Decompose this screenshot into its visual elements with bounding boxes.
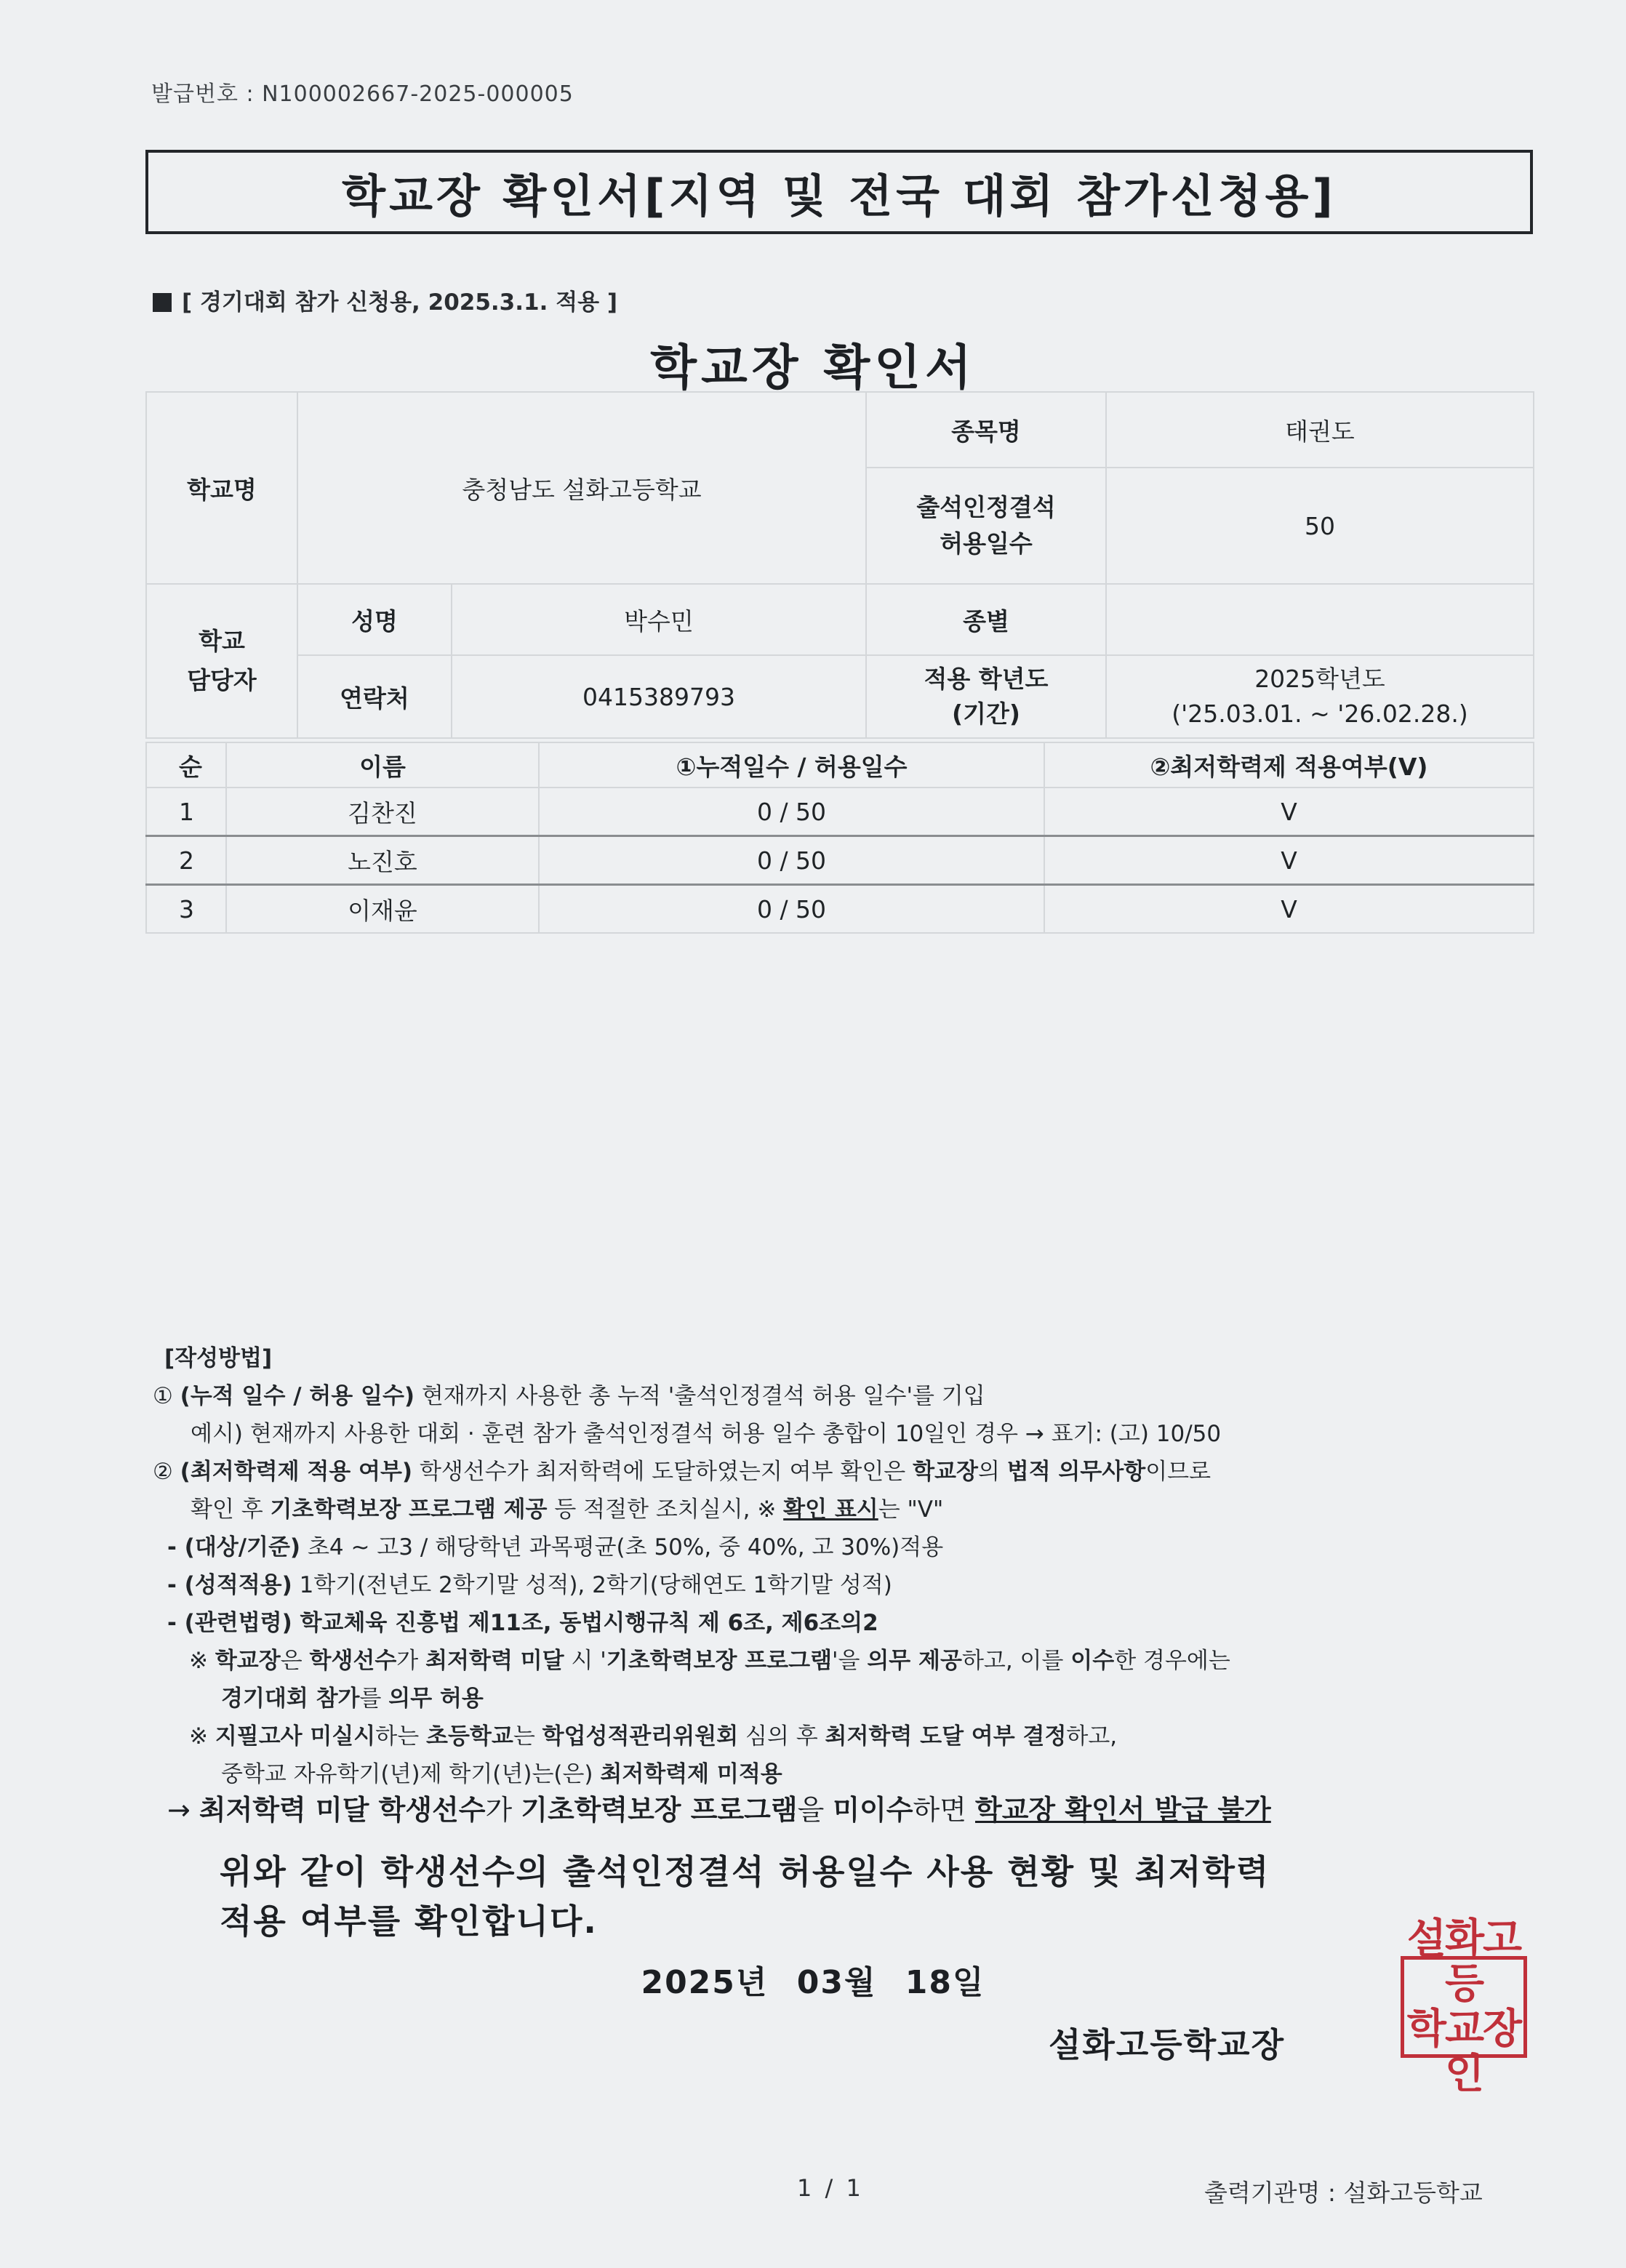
guide-bold: 의무 제공 — [867, 1648, 962, 1674]
guide-bold: 초등학교 — [426, 1723, 513, 1750]
row-days: 0 / 50 — [539, 788, 1044, 836]
year-value — [1106, 655, 1534, 738]
header-no: 순 — [146, 742, 226, 788]
guide-text: 확인 후 — [191, 1496, 271, 1523]
final-bold: 미이수 — [833, 1794, 913, 1826]
guide-text: 이므로 — [1145, 1459, 1212, 1485]
page-number: 1 / 1 — [797, 2174, 864, 2202]
guide-bold: 최저학력 미달 — [425, 1648, 564, 1674]
table-row — [146, 788, 1534, 836]
guide-text: 학생선수가 최저학력에 도달하였는지 여부 확인은 — [412, 1459, 913, 1485]
manager-label-line1: 학교 — [199, 627, 245, 655]
athlete-table — [145, 742, 1534, 934]
guide-text: 1학기(전년도 2학기말 성적), 2학기(당해연도 1학기말 성적) — [292, 1572, 892, 1598]
year-value-line1: 2025학년도 — [1254, 665, 1385, 693]
guide-text: ※ — [189, 1723, 215, 1750]
guide-text: 가 — [396, 1648, 426, 1674]
contact-label: 연락처 — [297, 655, 452, 738]
guide-bold: (최저학력제 적용 여부) — [180, 1459, 413, 1485]
guide-line — [167, 1566, 1529, 1604]
guide-text: 는(은) — [532, 1761, 601, 1787]
guide-bold: 학생선수 — [309, 1648, 397, 1674]
guide-text: 를 — [359, 1686, 389, 1712]
school-name: 충청남도 설화고등학교 — [297, 392, 866, 584]
official-seal — [1401, 1915, 1527, 2098]
guide-line — [161, 1718, 1529, 1755]
section-tag — [153, 284, 617, 316]
writing-guide — [153, 1339, 1529, 1793]
guide-bold: 확인 표시 — [783, 1496, 878, 1523]
category-label: 종별 — [866, 584, 1106, 655]
doc-title: 학교장 확인서 — [650, 340, 976, 396]
header-name: 이름 — [226, 742, 539, 788]
guide-line — [153, 1377, 1529, 1415]
name-value: 박수민 — [452, 584, 866, 655]
manager-label — [146, 584, 297, 738]
guide-bold: 학교장 — [913, 1459, 978, 1485]
row-check: V — [1044, 788, 1534, 836]
guide-text: 시 ' — [564, 1648, 606, 1674]
contact-value: 0415389793 — [452, 655, 866, 738]
guide-line — [161, 1642, 1529, 1680]
sport-value: 태권도 — [1106, 392, 1534, 468]
header-check: ②최저학력제 적용여부(V) — [1044, 742, 1534, 788]
final-text: 가 — [485, 1794, 521, 1826]
row-name: 이재윤 — [226, 885, 539, 934]
year-label-line2: (기간) — [952, 700, 1020, 728]
seal-line-1: 설화고등 — [1406, 1915, 1521, 2008]
guide-text: 는 "V" — [878, 1496, 944, 1523]
principal-name: 설화고등학교장 — [1049, 2025, 1286, 2064]
guide-text: 학교체육 진흥법 제11조, 동법시행규칙 제 6조, 제6조의2 — [292, 1610, 878, 1636]
guide-text: 는 — [513, 1723, 542, 1750]
category-value — [1106, 584, 1534, 655]
seal-line-2: 학교장인 — [1406, 2005, 1521, 2098]
guide-bold: 기초학력보장 프로그램 제공 — [270, 1496, 548, 1523]
year-label-line1: 적용 학년도 — [924, 665, 1049, 693]
guide-line — [161, 1491, 1529, 1528]
guide-text: 은 — [280, 1648, 310, 1674]
guide-bold: 법적 의무사항 — [1006, 1459, 1146, 1485]
guide-heading: [작성방법] — [164, 1345, 273, 1371]
issue-date: 2025년 03월 18일 — [641, 1964, 985, 2001]
manager-label-line2: 담당자 — [187, 666, 257, 694]
guide-bold: - (관련법령) — [167, 1610, 292, 1636]
final-text: 하면 — [913, 1794, 975, 1826]
guide-bold: - (대상/기준) — [167, 1534, 301, 1560]
school-label: 학교명 — [146, 392, 297, 584]
guide-bold: 경기대회 참가 — [221, 1686, 360, 1712]
guide-line — [167, 1528, 1529, 1566]
row-days: 0 / 50 — [539, 836, 1044, 885]
guide-bold: (누적 일수 / 허용 일수) — [180, 1383, 415, 1409]
final-bold: 최저학력 미달 학생선수 — [199, 1794, 486, 1826]
guide-bold: - (성적적용) — [167, 1572, 292, 1598]
header-days: ①누적일수 / 허용일수 — [539, 742, 1044, 788]
guide-text: 초4 ~ 고3 / 해당학년 과목평균(초 50%, 중 40%, 고 30%)적용 — [300, 1534, 944, 1560]
guide-bold: 학업성적관리위원회 — [542, 1723, 739, 1750]
table-row — [146, 836, 1534, 885]
final-bold: 기초학력보장 프로그램 — [521, 1794, 798, 1826]
guide-line — [167, 1604, 1529, 1642]
guide-bold: 학교장 — [215, 1648, 281, 1674]
confirmation-statement — [220, 1847, 1270, 1946]
main-title: 학교장 확인서[지역 및 전국 대회 참가신청용] — [145, 150, 1533, 234]
sport-label: 종목명 — [866, 392, 1106, 468]
final-text: 을 — [797, 1794, 833, 1826]
athlete-table-header — [146, 742, 1534, 788]
guide-line: 예시) 현재까지 사용한 대회 · 훈련 참가 출석인정결석 허용 일수 총합이 10일인 경우 → 표기: (고) 10/50 — [191, 1421, 1222, 1447]
guide-bold: 최저학력 도달 여부 결정 — [825, 1723, 1067, 1750]
issue-number: 발급번호 : N100002667-2025-000005 — [151, 81, 574, 107]
row-days: 0 / 50 — [539, 885, 1044, 934]
section-tag-text: [ 경기대회 참가 신청용, 2025.3.1. 적용 ] — [182, 289, 618, 316]
circled-one: ① — [153, 1383, 173, 1409]
row-no: 1 — [146, 788, 226, 836]
guide-text: '을 — [832, 1648, 868, 1674]
guide-text: ※ — [189, 1648, 215, 1674]
allowed-days-label-line1: 출석인정결석 — [916, 493, 1056, 521]
row-check: V — [1044, 885, 1534, 934]
guide-text: 의 — [977, 1459, 1007, 1485]
guide-text: 현재까지 사용한 총 누적 '출석인정결석 허용 일수'를 기입 — [414, 1383, 985, 1409]
guide-bold: 기초학력보장 프로그램 — [606, 1648, 833, 1674]
guide-line — [153, 1453, 1529, 1491]
year-label — [866, 655, 1106, 738]
allowed-days-value: 50 — [1106, 468, 1534, 584]
guide-text: 하는 — [375, 1723, 427, 1750]
guide-bold: 지필고사 미실시 — [215, 1723, 376, 1750]
guide-text: 등 적절한 조치실시, ※ — [547, 1496, 784, 1523]
final-bold: 학교장 확인서 발급 불가 — [975, 1794, 1271, 1826]
row-check: V — [1044, 836, 1534, 885]
guide-text: 한 경우에는 — [1114, 1648, 1230, 1674]
row-name: 김찬진 — [226, 788, 539, 836]
row-no: 3 — [146, 885, 226, 934]
guide-text: 중학교 자유학기(년)제 학기(년) — [221, 1761, 532, 1787]
confirmation-line-1: 위와 같이 학생선수의 출석인정결석 허용일수 사용 현황 및 최저학력 — [220, 1852, 1270, 1891]
allowed-days-label-line2: 허용일수 — [940, 529, 1033, 558]
arrow-icon: → — [167, 1794, 199, 1826]
circled-two: ② — [153, 1459, 173, 1485]
square-bullet-icon — [153, 293, 172, 312]
guide-text: 하고, — [1066, 1723, 1118, 1750]
printer-org: 출력기관명 : 설화고등학교 — [1204, 2179, 1483, 2207]
table-row — [146, 885, 1534, 934]
confirmation-line-2: 적용 여부를 확인합니다. — [220, 1902, 598, 1941]
info-table — [145, 391, 1534, 739]
row-no: 2 — [146, 836, 226, 885]
final-notice — [167, 1787, 1271, 1827]
guide-bold: 이수 — [1070, 1648, 1115, 1674]
year-value-line2: ('25.03.01. ~ '26.02.28.) — [1172, 700, 1468, 728]
guide-bold: 의무 허용 — [388, 1686, 484, 1712]
row-name: 노진호 — [226, 836, 539, 885]
name-label: 성명 — [297, 584, 452, 655]
allowed-days-label — [866, 468, 1106, 584]
guide-text: 심의 후 — [738, 1723, 825, 1750]
guide-line — [161, 1680, 1529, 1718]
guide-bold: 최저학력제 미적용 — [600, 1761, 782, 1787]
guide-text: 하고, 이를 — [961, 1648, 1071, 1674]
